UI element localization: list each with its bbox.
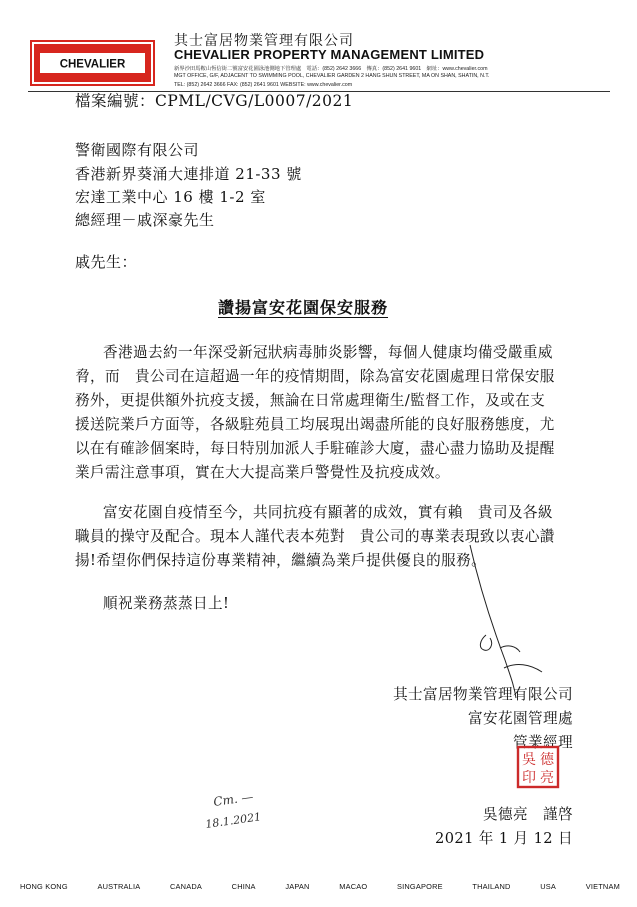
chevalier-logo [30,40,155,86]
svg-text:18.1.2021: 18.1.2021 [204,810,262,831]
country-item: CHINA [231,882,256,891]
body-line: 職員的操守及配合。現本人謹代表本苑對 貴公司的專業表現致以衷心讚 [75,528,555,545]
svg-text:吳: 吳 [522,752,536,768]
svg-text:CHEVALIER: CHEVALIER [59,58,126,71]
signature-office: 富安花園管理處 [468,710,573,727]
body-line: 以在有確診個案時，每日特別加派人手駐確診大廈，盡心盡力協助及提醒 [75,440,555,457]
letter-date: 2021 年 1 月 12 日 [435,830,573,847]
svg-text:Cm. —: Cm. — [212,790,255,809]
svg-text:印: 印 [522,770,536,786]
company-name-chinese: 其士富居物業管理有限公司 [174,33,354,49]
address-chinese: 新界沙田馬鞍山恆信街二號富安花園泳池側地下管理處 電話：(852) 2642 3666 傳真：(852) 2641 9601 網址：www.chevalier.com [174,66,488,72]
svg-text:德: 德 [540,752,554,768]
recipient-person: 總經理－戚深豪先生 [75,211,215,229]
file-number: 檔案編號：CPML/CVG/L0007/2021 [75,92,354,110]
country-item: USA [540,882,557,891]
signature-company: 其士富居物業管理有限公司 [393,686,573,703]
body-line: 務外，更提供額外抗疫支援，無論在日常處理衛生/監督工作，及或在支 [75,392,546,409]
recipient-address-line: 香港新界葵涌大連排道 21-33 號 [75,165,302,183]
country-item: VIETNAM [585,882,620,891]
country-item: AUSTRALIA [97,882,141,891]
country-item: JAPAN [285,882,310,891]
country-item: THAILAND [472,882,511,891]
closing-phrase: 順祝業務蒸蒸日上! [103,595,230,612]
signer-name: 吳德亮 謹啓 [483,806,573,823]
country-item: MACAO [339,882,368,891]
company-name-english: CHEVALIER PROPERTY MANAGEMENT LIMITED [174,47,485,62]
country-item: SINGAPORE [397,882,443,891]
body-line: 業戶需注意事項，實在大大提高業戶警覺性及抗疫成效。 [75,464,450,481]
salutation: 戚先生： [75,253,138,271]
body-line: 脅，而 貴公司在這超過一年的疫情期間，除為富安花園處理日常保安服 [75,368,555,385]
country-item: HONG KONG [20,882,68,891]
svg-text:亮: 亮 [540,770,554,786]
red-name-seal [516,745,560,789]
country-item: CANADA [169,882,202,891]
body-line: 援送院業戶方面等，各級駐苑員工均展現出竭盡所能的良好服務態度，尤 [75,416,555,433]
contact-line: TEL: (852) 2642 3666 FAX: (852) 2641 9601 WEBSITE: www.chevalier.com [174,82,353,88]
body-line: 香港過去約一年深受新冠狀病毒肺炎影響，每個人健康均備受嚴重威 [103,344,553,361]
footer-country-list [20,882,620,891]
body-line: 揚!希望你們保持這份專業精神，繼續為業戶提供優良的服務。 [75,552,487,569]
signature-title: 管業經理 [513,734,573,751]
body-line: 富安花園自疫情至今，共同抗疫有顯著的成效，實有賴 貴司及各級 [103,504,553,521]
recipient-address-line: 宏達工業中心 16 樓 1-2 室 [75,188,266,206]
recipient-company: 警衛國際有限公司 [75,141,200,159]
address-english: MGT OFFICE, G/F, ADJACENT TO SWIMMING POOL, CHEVALIER GARDEN 2 HANG SHUN STREET, MA ON SHAN, SHATIN, N.T. [174,73,490,79]
handwritten-signature [450,540,570,700]
handwritten-annotation [198,790,278,838]
letter-subject: 讚揚富安花園保安服務 [218,298,389,317]
